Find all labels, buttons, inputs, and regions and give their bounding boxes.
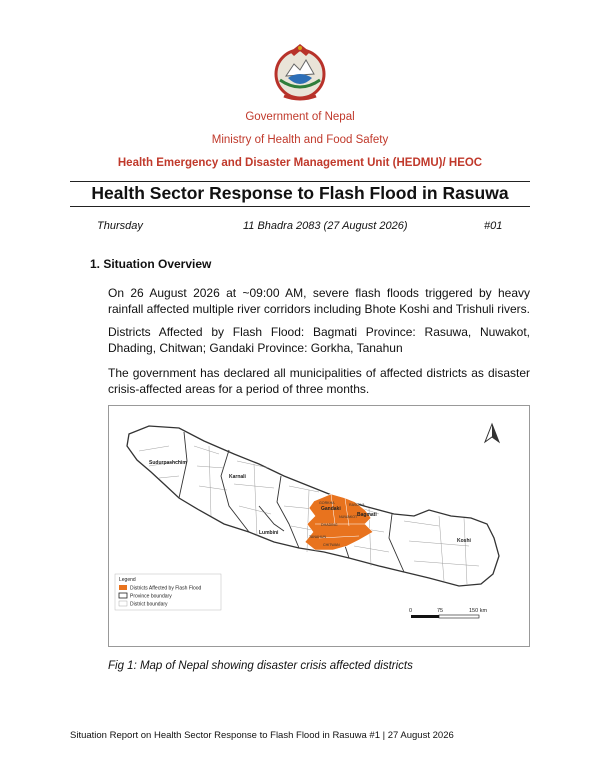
province-label-bagmati: Bagmati	[357, 512, 377, 518]
province-label-koshi: Koshi	[457, 538, 471, 544]
district-label-gorkha: GORKHA	[319, 501, 335, 505]
province-label-sudurpashchim: Sudurpashchim	[149, 460, 187, 466]
legend-swatch-province	[119, 593, 127, 598]
district-label-tanahun: TANAHUN	[309, 535, 327, 539]
north-arrow-icon	[485, 424, 499, 442]
district-label-rasuwa: RASUWA	[349, 503, 365, 507]
legend-swatch-district	[119, 601, 127, 606]
affected-districts-paragraph: Districts Affected by Flash Flood: Bagmati Province: Rasuwa, Nuwakot, Dhading, Chitwan; Gandaki Province: Gorkha, Tanahun	[108, 325, 530, 355]
title-bottom-rule	[70, 206, 530, 207]
ministry-heading: Ministry of Health and Food Safety	[211, 134, 389, 146]
report-number: #01	[484, 220, 503, 232]
nepal-map	[109, 406, 529, 646]
unit-heading: Health Emergency and Disaster Management Unit (HEDMU)/ HEOC	[117, 157, 483, 169]
legend-item-province: Province boundary	[130, 593, 172, 600]
map-scale-bar	[409, 608, 487, 618]
nepal-map-figure	[108, 405, 530, 647]
title-top-rule	[70, 181, 530, 182]
province-label-gandaki: Gandaki	[321, 506, 341, 512]
report-date: 11 Bhadra 2083 (27 August 2026)	[243, 220, 408, 232]
scale-tick-0: 0	[409, 608, 413, 614]
legend-item-affected: Districts Affected by Flash Flood	[130, 585, 202, 592]
map-legend	[115, 574, 221, 610]
section-heading: 1. Situation Overview	[90, 257, 212, 271]
nepal-emblem-logo	[268, 40, 332, 104]
legend-item-district: District boundary	[130, 601, 168, 608]
district-label-nuwakot: NUWAKOT	[339, 515, 358, 519]
province-label-lumbini: Lumbini	[259, 530, 279, 536]
document-title: Health Sector Response to Flash Flood in Rasuwa	[91, 183, 509, 203]
scale-tick-150: 150 km	[469, 608, 488, 614]
figure-caption: Fig 1: Map of Nepal showing disaster crisis affected districts	[108, 660, 413, 672]
province-label-karnali: Karnali	[229, 474, 246, 480]
overview-paragraph: On 26 August 2026 at ~09:00 AM, severe flash floods triggered by heavy rainfall affected multiple river corridors including Bhote Koshi and Trishuli rivers.	[108, 286, 530, 316]
legend-swatch-affected	[119, 585, 127, 590]
report-day: Thursday	[97, 220, 143, 232]
declaration-paragraph: The government has declared all municipalities of affected districts as disaster crisis-affected areas for a period of three months.	[108, 366, 530, 396]
page-footer: Situation Report on Health Sector Response to Flash Flood in Rasuwa #1 | 27 August 2026	[70, 730, 454, 741]
legend-title: Legend	[119, 577, 136, 583]
district-label-dhading: DHADING	[321, 523, 338, 527]
scale-tick-75: 75	[437, 608, 444, 614]
government-heading: Government of Nepal	[245, 111, 355, 123]
district-label-chitwan: CHITWAN	[323, 543, 340, 547]
